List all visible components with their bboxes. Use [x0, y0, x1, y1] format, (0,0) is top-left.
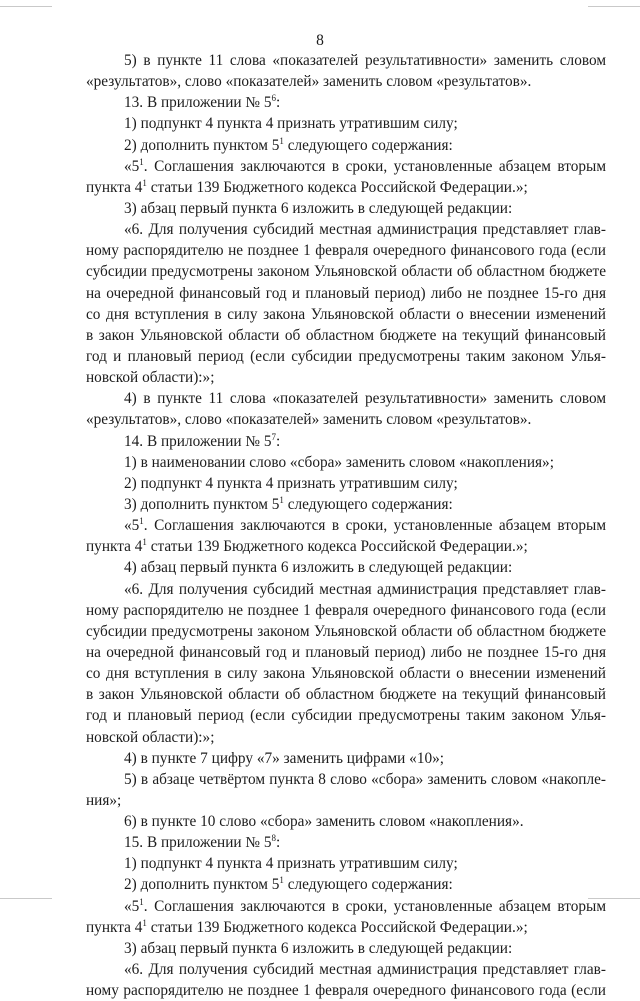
text-line	[86, 600, 606, 621]
text-segment: 1) в наименовании слово «сбора» заменить словом «накопления»;	[124, 453, 554, 471]
text-segment: 15. В приложении № 5	[124, 834, 272, 852]
text-line	[86, 135, 606, 156]
text-line	[86, 536, 606, 557]
text-segment: год и плановый период (если субсидии предусмотрены таким законом Улья-	[86, 347, 606, 365]
text-segment: ния»;	[86, 791, 122, 809]
text-segment: «5	[124, 517, 140, 535]
text-segment: «результатов», слово «показателей» заменить словом «результатов».	[86, 73, 532, 91]
superscript: 1	[279, 494, 284, 505]
text-line	[86, 515, 606, 536]
text-segment: статьи 139 Бюджетного кодекса Российской Федерации.»;	[146, 178, 528, 196]
text-segment: «результатов», слово «показателей» заменить словом «результатов».	[86, 411, 532, 429]
document-body	[86, 50, 606, 1001]
text-line	[86, 473, 606, 494]
text-segment: «6. Для получения субсидий местная администрация представляет глав-	[124, 221, 606, 239]
superscript: 1	[279, 875, 284, 886]
superscript: 1	[279, 135, 284, 146]
text-line	[86, 832, 606, 853]
text-line	[86, 917, 606, 938]
text-line	[86, 367, 606, 388]
text-line	[86, 71, 606, 92]
superscript: 1	[142, 537, 147, 548]
text-segment: «6. Для получения субсидий местная администрация представляет глав-	[124, 580, 606, 598]
text-line	[86, 874, 606, 895]
text-line	[86, 50, 606, 71]
text-segment: :	[276, 94, 281, 112]
text-segment: 2) дополнить пунктом 5	[124, 876, 280, 894]
text-segment: 3) абзац первый пункта 6 изложить в следующей редакции:	[124, 199, 513, 217]
text-line	[86, 198, 606, 219]
text-segment: в закон Ульяновской области об областном бюджете на текущий финансовый	[86, 686, 606, 704]
text-segment: 6) в пункте 10 слово «сбора» заменить словом «накопления».	[124, 813, 524, 831]
text-line	[86, 92, 606, 113]
superscript: 1	[139, 896, 144, 907]
text-line	[86, 705, 606, 726]
text-line	[86, 959, 606, 980]
text-segment: . Соглашения заключаются в сроки, установленные абзацем вторым	[143, 517, 606, 535]
text-line	[86, 727, 606, 748]
text-line	[86, 748, 606, 769]
scan-edge-mark	[588, 6, 640, 7]
text-segment: 13. В приложении № 5	[124, 94, 272, 112]
text-line	[86, 980, 606, 1001]
text-segment: на очередной финансовый год и плановый период) либо не позднее 15-го дня	[86, 284, 606, 302]
text-segment: новской области):»;	[86, 728, 215, 746]
superscript: 1	[142, 917, 147, 928]
text-segment: новской области):»;	[86, 369, 215, 387]
text-segment: «5	[124, 157, 140, 175]
text-line	[86, 663, 606, 684]
text-line	[86, 642, 606, 663]
text-line	[86, 113, 606, 134]
text-segment: со дня вступления в силу закона Ульяновской области о внесении изменений	[86, 665, 606, 683]
text-line	[86, 283, 606, 304]
text-segment: пункта 4	[86, 538, 143, 556]
text-line	[86, 240, 606, 261]
superscript: 1	[139, 516, 144, 527]
text-segment: ному распорядителю не позднее 1 февраля очередного финансового года (если	[86, 601, 606, 619]
text-segment: 4) абзац первый пункта 6 изложить в следующей редакции:	[124, 559, 513, 577]
text-segment: :	[276, 432, 281, 450]
text-line	[86, 790, 606, 811]
text-segment: . Соглашения заключаются в сроки, установленные абзацем вторым	[143, 897, 606, 915]
text-segment: «6. Для получения субсидий местная администрация представляет глав-	[124, 961, 606, 979]
text-segment: в закон Ульяновской области об областном бюджете на текущий финансовый	[86, 326, 606, 344]
text-segment: 2) подпункт 4 пункта 4 признать утратившим силу;	[124, 474, 458, 492]
text-line	[86, 557, 606, 578]
text-line	[86, 811, 606, 832]
text-line	[86, 769, 606, 790]
text-segment: пункта 4	[86, 918, 143, 936]
text-segment: следующего содержания:	[283, 876, 453, 894]
text-segment: 4) в пункте 11 слова «показателей результативности» заменить словом	[124, 390, 606, 408]
text-line	[86, 431, 606, 452]
text-segment: статьи 139 Бюджетного кодекса Российской Федерации.»;	[146, 918, 528, 936]
text-segment: «5	[124, 897, 140, 915]
text-segment: 5) в пункте 11 слова «показателей результативности» заменить словом	[124, 52, 606, 69]
superscript: 1	[139, 156, 144, 167]
text-segment: статьи 139 Бюджетного кодекса Российской Федерации.»;	[146, 538, 528, 556]
text-line	[86, 938, 606, 959]
text-line	[86, 853, 606, 874]
text-line	[86, 304, 606, 325]
text-line	[86, 579, 606, 600]
text-segment: пункта 4	[86, 178, 143, 196]
text-line	[86, 346, 606, 367]
text-line	[86, 325, 606, 346]
text-segment: 3) дополнить пунктом 5	[124, 495, 280, 513]
text-segment: следующего содержания:	[283, 136, 453, 154]
scan-edge-mark	[0, 898, 52, 899]
text-segment: 3) абзац первый пункта 6 изложить в следующей редакции:	[124, 939, 513, 957]
text-line	[86, 896, 606, 917]
text-line	[86, 177, 606, 198]
text-segment: 1) подпункт 4 пункта 4 признать утратившим силу;	[124, 855, 458, 873]
text-line	[86, 452, 606, 473]
text-line	[86, 388, 606, 409]
superscript: 7	[271, 431, 277, 442]
text-segment: 4) в пункте 7 цифру «7» заменить цифрами «10»;	[124, 749, 445, 767]
text-line	[86, 261, 606, 282]
text-segment: субсидии предусмотрены законом Ульяновской области об областном бюджете	[86, 622, 606, 640]
text-segment: . Соглашения заключаются в сроки, установленные абзацем вторым	[143, 157, 606, 175]
text-line	[86, 409, 606, 430]
superscript: 1	[142, 177, 147, 188]
text-segment: ному распорядителю не позднее 1 февраля очередного финансового года (если	[86, 242, 606, 260]
text-line	[86, 219, 606, 240]
superscript: 8	[271, 833, 277, 844]
text-line	[86, 494, 606, 515]
text-segment: :	[276, 834, 281, 852]
text-segment: 14. В приложении № 5	[124, 432, 272, 450]
text-segment: 5) в абзаце четвёртом пункта 8 слово «сбора» заменить словом «накопле-	[124, 770, 606, 788]
text-line	[86, 684, 606, 705]
text-segment: субсидии предусмотрены законом Ульяновской области об областном бюджете	[86, 263, 606, 281]
scan-edge-mark	[0, 6, 52, 7]
text-line	[86, 156, 606, 177]
text-segment: 1) подпункт 4 пункта 4 признать утратившим силу;	[124, 115, 458, 133]
text-line	[86, 621, 606, 642]
text-segment: на очередной финансовый год и плановый период) либо не позднее 15-го дня	[86, 643, 606, 661]
text-segment: 2) дополнить пунктом 5	[124, 136, 280, 154]
superscript: 6	[271, 93, 277, 104]
text-segment: ному распорядителю не позднее 1 февраля очередного финансового года (если	[86, 982, 606, 1000]
text-segment: год и плановый период (если субсидии предусмотрены таким законом Улья-	[86, 707, 606, 725]
text-segment: следующего содержания:	[283, 495, 453, 513]
page-number: 8	[316, 32, 324, 49]
text-segment: со дня вступления в силу закона Ульяновской области о внесении изменений	[86, 305, 606, 323]
